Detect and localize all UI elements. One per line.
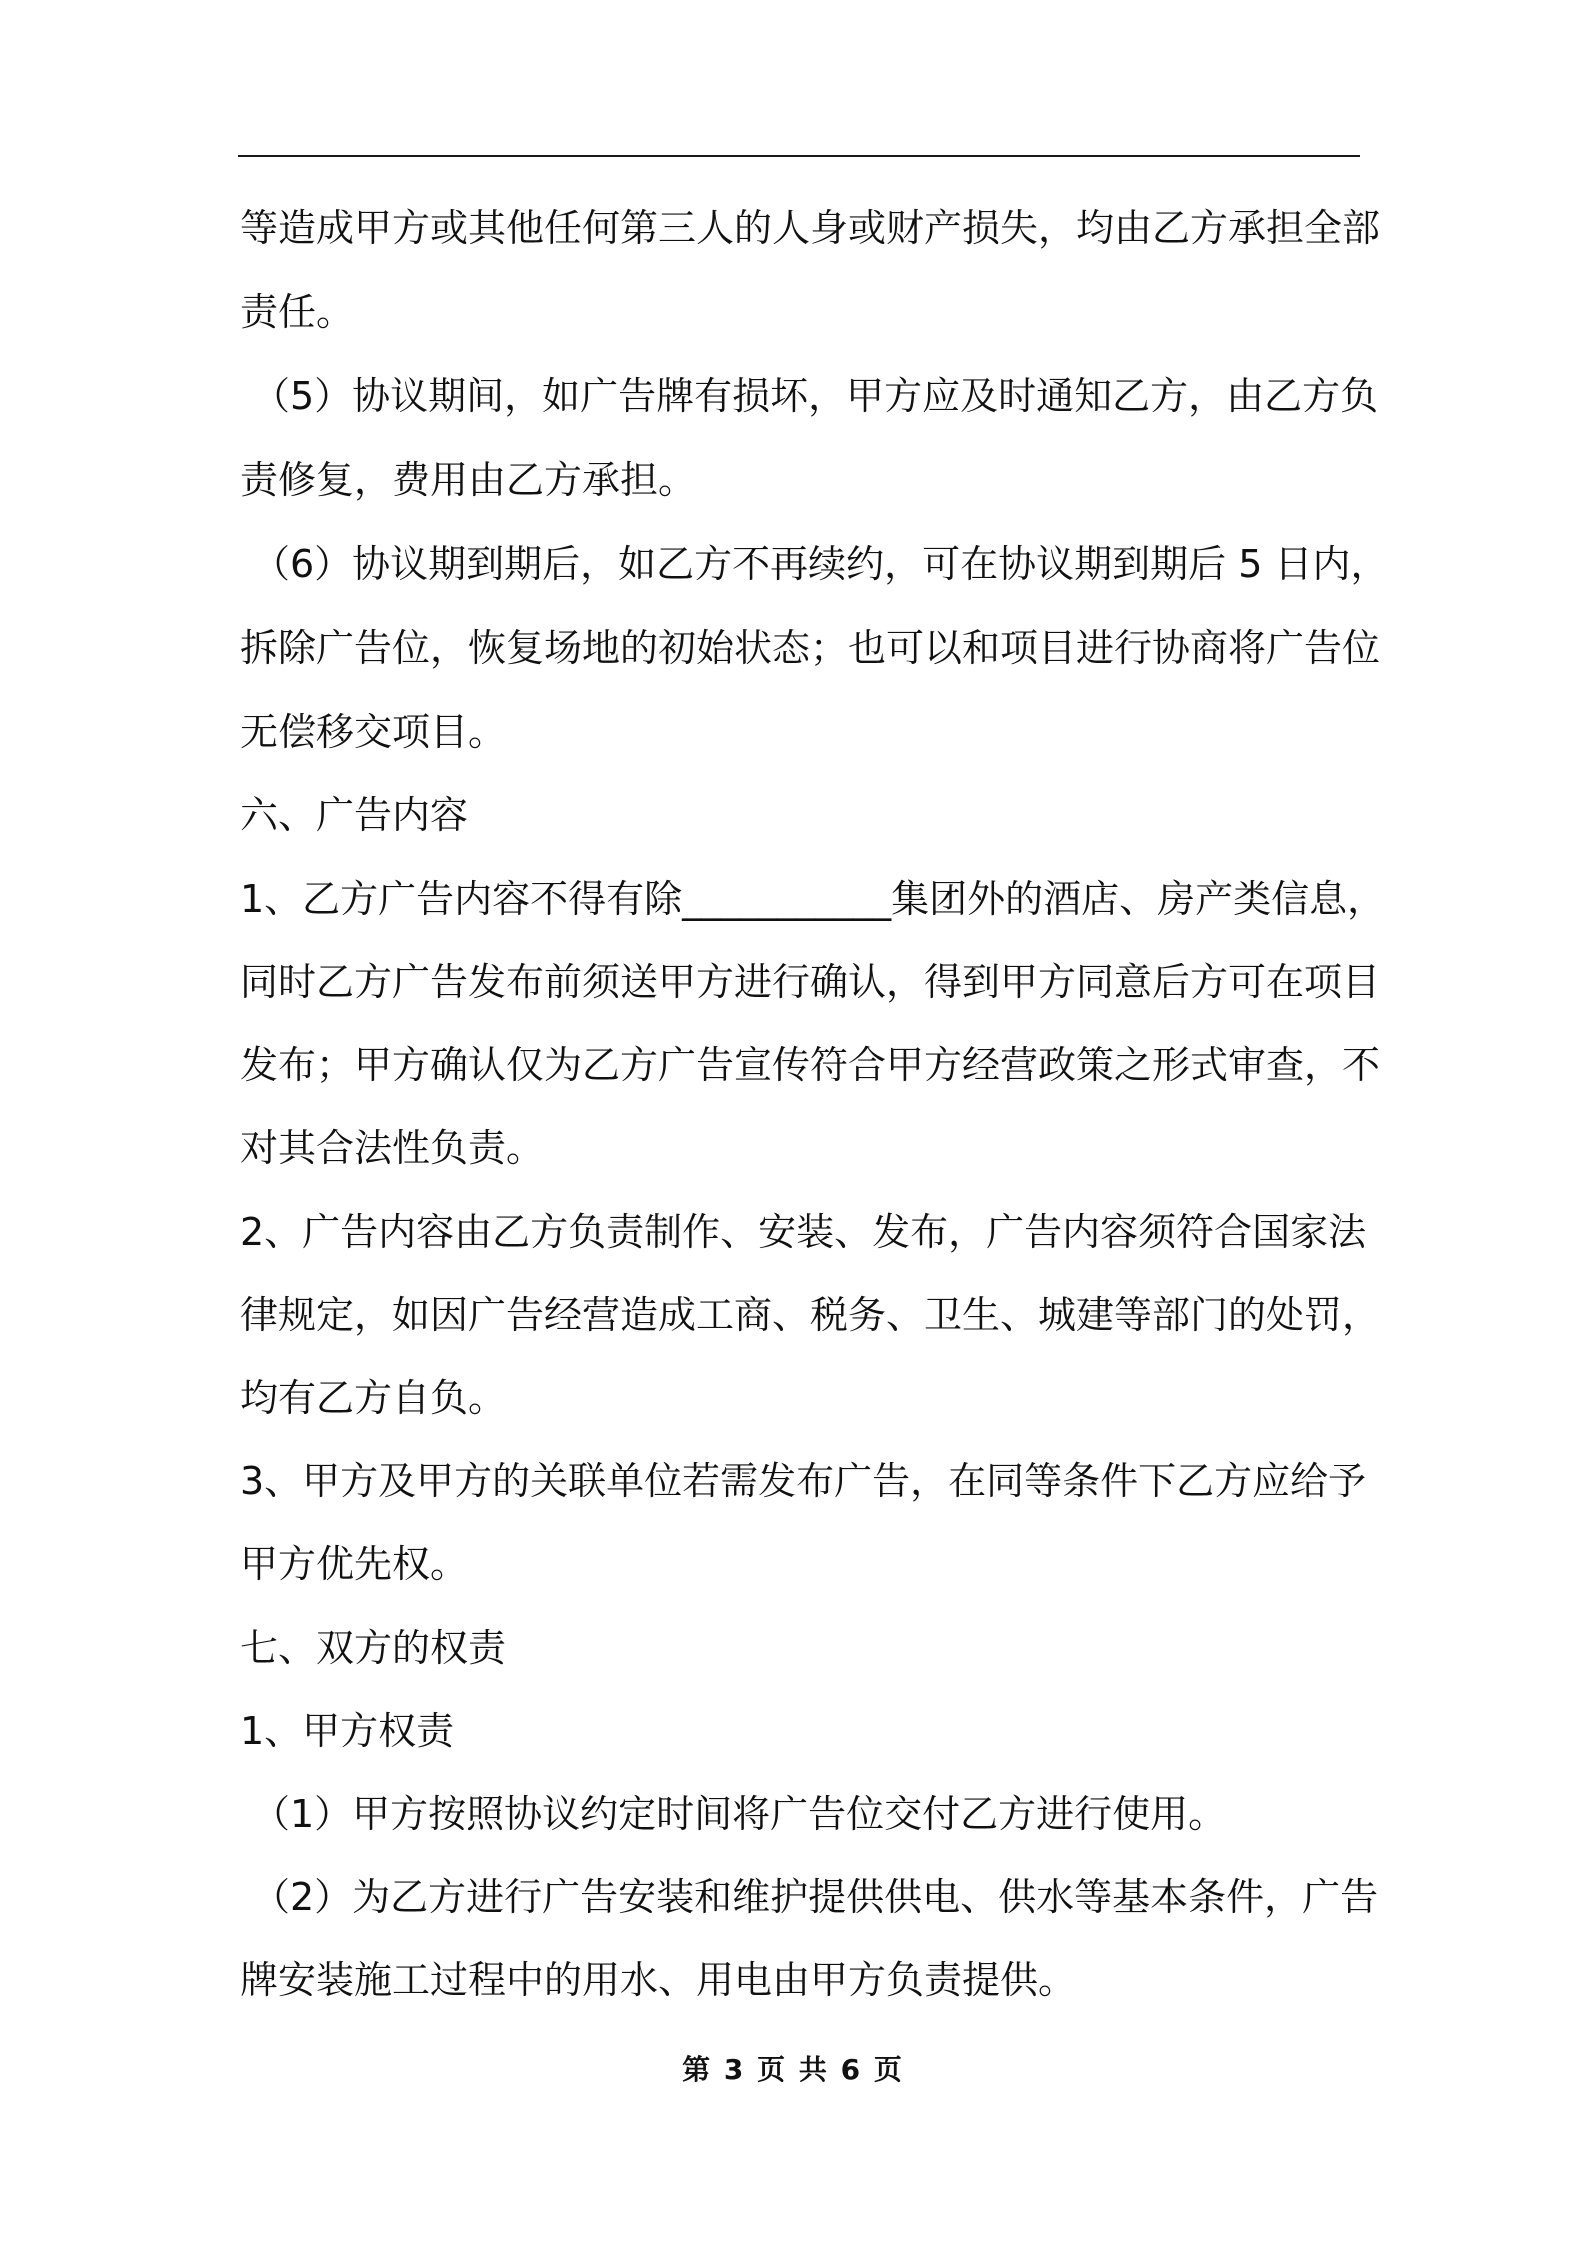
text-line-12: 对其合法性负责。 [240,1126,545,1170]
subsection-heading: 1、甲方权责 [240,1709,455,1753]
text-line-1: 等造成甲方或其他任何第三人的人身或财产损失，均由乙方承担全部 [240,206,1381,250]
text-line-5: （6）协议期到期后，如乙方不再续约，可在协议期到期后 5 日内， [252,542,1389,586]
text-line-21: （2）为乙方进行广告安装和维护提供供电、供水等基本条件，广告 [252,1875,1379,1919]
text-line-17: 甲方优先权。 [240,1542,469,1586]
text-line-22: 牌安装施工过程中的用水、用电由甲方负责提供。 [240,1958,1077,2002]
text-line-10: 同时乙方广告发布前须送甲方进行确认，得到甲方同意后方可在项目 [240,960,1381,1004]
text-line-20: （1）甲方按照协议约定时间将广告位交付乙方进行使用。 [252,1792,1227,1836]
text-line-16: 3、甲方及甲方的关联单位若需发布广告，在同等条件下乙方应给予 [240,1459,1367,1503]
text-line-2: 责任。 [240,290,355,334]
page-number-footer: 第 3 页 共 6 页 [682,2053,904,2086]
text-line-15: 均有乙方自负。 [240,1376,507,1420]
text-line-6: 拆除广告位，恢复场地的初始状态；也可以和项目进行协商将广告位 [240,626,1381,670]
section-heading-6: 六、广告内容 [240,793,469,837]
text-line-13: 2、广告内容由乙方负责制作、安装、发布，广告内容须符合国家法 [240,1210,1367,1254]
text-line-11: 发布；甲方确认仅为乙方广告宣传符合甲方经营政策之形式审查，不 [240,1043,1381,1087]
text-line-3: （5）协议期间，如广告牌有损坏，甲方应及时通知乙方，由乙方负 [252,374,1379,418]
text-line-9: 1、乙方广告内容不得有除___________集团外的酒店、房产类信息， [240,877,1386,921]
header-rule [238,155,1360,157]
text-line-4: 责修复，费用由乙方承担。 [240,458,697,502]
text-line-7: 无偿移交项目。 [240,710,507,754]
section-heading-7: 七、双方的权责 [240,1626,507,1670]
text-line-14: 律规定，如因广告经营造成工商、税务、卫生、城建等部门的处罚， [240,1293,1381,1337]
